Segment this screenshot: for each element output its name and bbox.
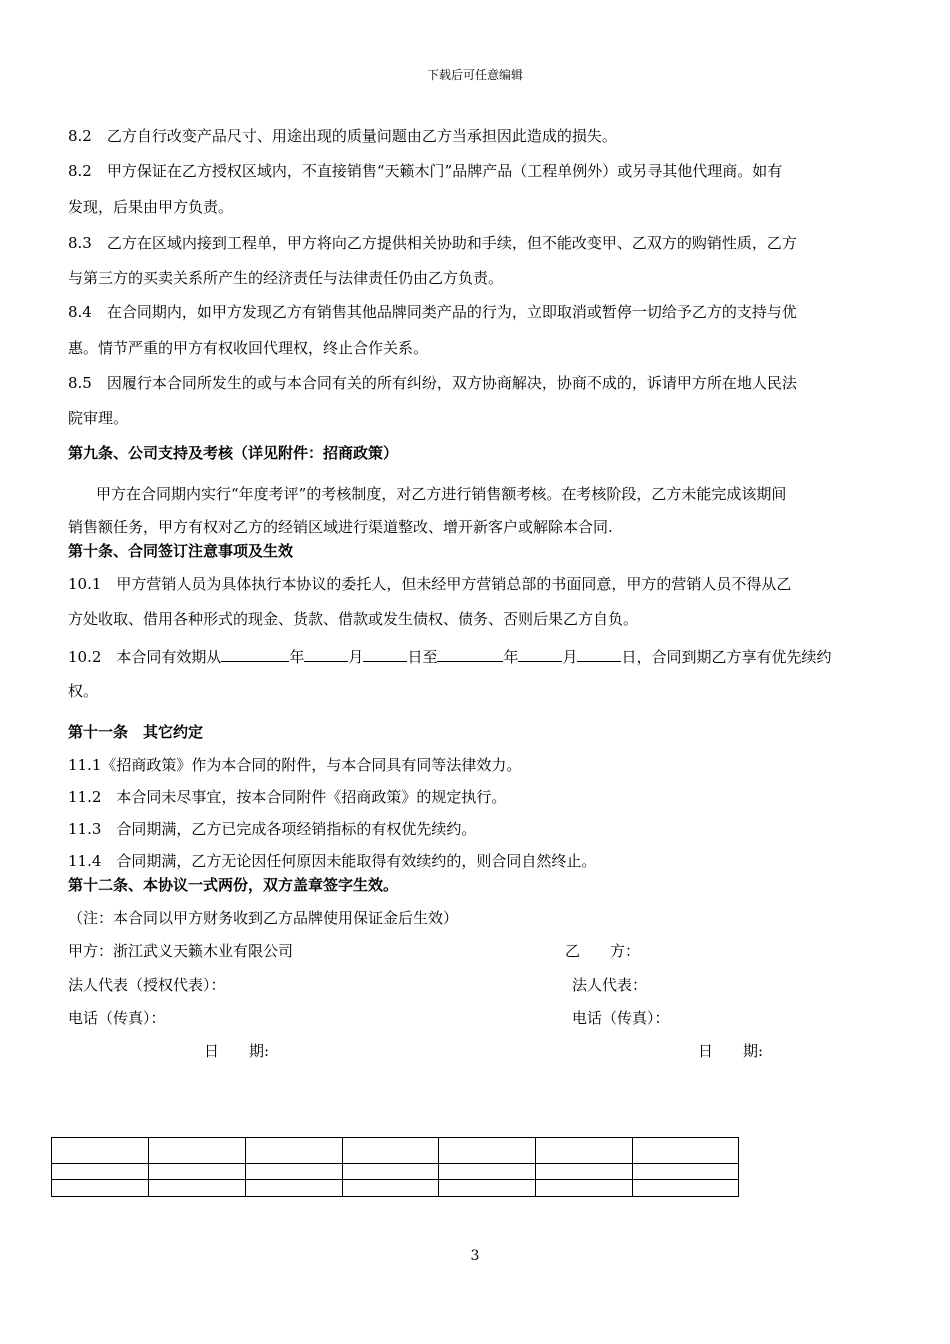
table-cell bbox=[633, 1138, 739, 1164]
party-a-phone: 电话（传真）： bbox=[68, 1009, 166, 1027]
clause-10-2-line2: 权。 bbox=[68, 682, 99, 700]
article-11-title: 第十一条 其它约定 bbox=[68, 723, 204, 741]
party-a-name: 甲方：浙江武义天籁木业有限公司 bbox=[68, 942, 294, 960]
article-10-title: 第十条、合同签订注意事项及生效 bbox=[68, 542, 294, 560]
party-b-phone: 电话（传真）： bbox=[572, 1009, 670, 1027]
edit-note-header: 下载后可任意编辑 bbox=[426, 68, 523, 82]
clause-8-4-line2: 惠。情节严重的甲方有权收回代理权，终止合作关系。 bbox=[68, 339, 429, 357]
table-row bbox=[52, 1164, 739, 1180]
end-month-blank[interactable] bbox=[518, 645, 562, 662]
clause-8-2a: 8.2 乙方自行改变产品尺寸、用途出现的质量问题由乙方当承担因此造成的损失。 bbox=[68, 127, 617, 145]
table-cell bbox=[52, 1180, 149, 1197]
clause-10-2-line1 bbox=[68, 645, 888, 667]
table-cell bbox=[245, 1138, 342, 1164]
table-cell bbox=[148, 1138, 245, 1164]
page-number: 3 bbox=[470, 1248, 480, 1264]
clause-10-1-line2: 方处收取、借用各种形式的现金、货款、借款或发生债权、债务、否则后果乙方自负。 bbox=[68, 610, 639, 628]
clause-11-1: 11.1《招商政策》作为本合同的附件，与本合同具有同等法律效力。 bbox=[68, 756, 522, 774]
table-cell bbox=[536, 1164, 633, 1180]
start-day-blank[interactable] bbox=[363, 645, 407, 662]
table-cell bbox=[439, 1138, 536, 1164]
table-cell bbox=[148, 1164, 245, 1180]
start-year-blank[interactable] bbox=[221, 645, 289, 662]
end-year-blank[interactable] bbox=[437, 645, 503, 662]
empty-grid-table bbox=[51, 1137, 739, 1197]
clause-10-2-prefix: 10.2 本合同有效期从 bbox=[68, 648, 222, 666]
clause-11-3: 11.3 合同期满，乙方已完成各项经销指标的有权优先续约。 bbox=[68, 820, 477, 838]
article-9-title: 第九条、公司支持及考核（详见附件：招商政策） bbox=[68, 444, 399, 462]
year-label-1: 年 bbox=[289, 648, 305, 666]
clause-11-2: 11.2 本合同未尽事宜，按本合同附件《招商政策》的规定执行。 bbox=[68, 788, 507, 806]
table-row bbox=[52, 1138, 739, 1164]
clause-10-1-line1: 10.1 甲方营销人员为具体执行本协议的委托人，但未经甲方营销总部的书面同意，甲方的营销人员不得从乙 bbox=[68, 575, 792, 593]
party-b-legal-rep: 法人代表： bbox=[572, 976, 648, 994]
table-cell bbox=[245, 1164, 342, 1180]
clause-8-3-line2: 与第三方的买卖关系所产生的经济责任与法律责任仍由乙方负责。 bbox=[68, 269, 504, 287]
article-12-title: 第十二条、本协议一式两份，双方盖章签字生效。 bbox=[68, 876, 399, 894]
article-9-paragraph-line2: 销售额任务，甲方有权对乙方的经销区域进行渠道整改、增开新客户或解除本合同. bbox=[68, 518, 613, 536]
table-cell bbox=[342, 1164, 439, 1180]
clause-8-2b-line2: 发现，后果由甲方负责。 bbox=[68, 198, 234, 216]
month-label-1: 月 bbox=[348, 648, 364, 666]
table-cell bbox=[52, 1138, 149, 1164]
table-cell bbox=[536, 1180, 633, 1197]
party-a-date: 日 期: bbox=[204, 1042, 270, 1060]
effective-note: （注：本合同以甲方财务收到乙方品牌使用保证金后生效） bbox=[68, 909, 459, 927]
table-cell bbox=[439, 1164, 536, 1180]
table-cell bbox=[633, 1164, 739, 1180]
table-cell bbox=[633, 1180, 739, 1197]
table-cell bbox=[342, 1180, 439, 1197]
table-cell bbox=[439, 1180, 536, 1197]
party-b-date: 日 期: bbox=[698, 1042, 764, 1060]
clause-8-2b-line1: 8.2 甲方保证在乙方授权区域内，不直接销售“天籁木门”品牌产品（工程单例外）或另寻其他代理商。如有 bbox=[68, 162, 783, 180]
party-a-legal-rep: 法人代表（授权代表）： bbox=[68, 976, 226, 994]
table-cell bbox=[148, 1180, 245, 1197]
clause-11-4: 11.4 合同期满，乙方无论因任何原因未能取得有效续约的，则合同自然终止。 bbox=[68, 852, 597, 870]
party-b-label: 乙 方： bbox=[565, 942, 641, 960]
clause-8-5-line1: 8.5 因履行本合同所发生的或与本合同有关的所有纠纷，双方协商解决，协商不成的，诉请甲方所在地人民法 bbox=[68, 374, 797, 392]
table-cell bbox=[52, 1164, 149, 1180]
article-9-paragraph-line1: 甲方在合同期内实行“年度考评”的考核制度，对乙方进行销售额考核。在考核阶段，乙方未能完成该期间 bbox=[96, 485, 787, 503]
month-label-2: 月 bbox=[562, 648, 578, 666]
clause-8-4-line1: 8.4 在合同期内，如甲方发现乙方有销售其他品牌同类产品的行为，立即取消或暂停一切给予乙方的支持与优 bbox=[68, 303, 797, 321]
table-cell bbox=[245, 1180, 342, 1197]
table-row bbox=[52, 1180, 739, 1197]
year-label-2: 年 bbox=[503, 648, 519, 666]
end-day-blank[interactable] bbox=[577, 645, 621, 662]
table-cell bbox=[342, 1138, 439, 1164]
clause-10-2-suffix: 日，合同到期乙方享有优先续约 bbox=[621, 648, 832, 666]
clause-8-3-line1: 8.3 乙方在区域内接到工程单，甲方将向乙方提供相关协助和手续，但不能改变甲、乙双方的购销性质，乙方 bbox=[68, 234, 797, 252]
table-cell bbox=[536, 1138, 633, 1164]
clause-8-5-line2: 院审理。 bbox=[68, 409, 129, 427]
start-month-blank[interactable] bbox=[304, 645, 348, 662]
day-to-label: 日至 bbox=[407, 648, 438, 666]
